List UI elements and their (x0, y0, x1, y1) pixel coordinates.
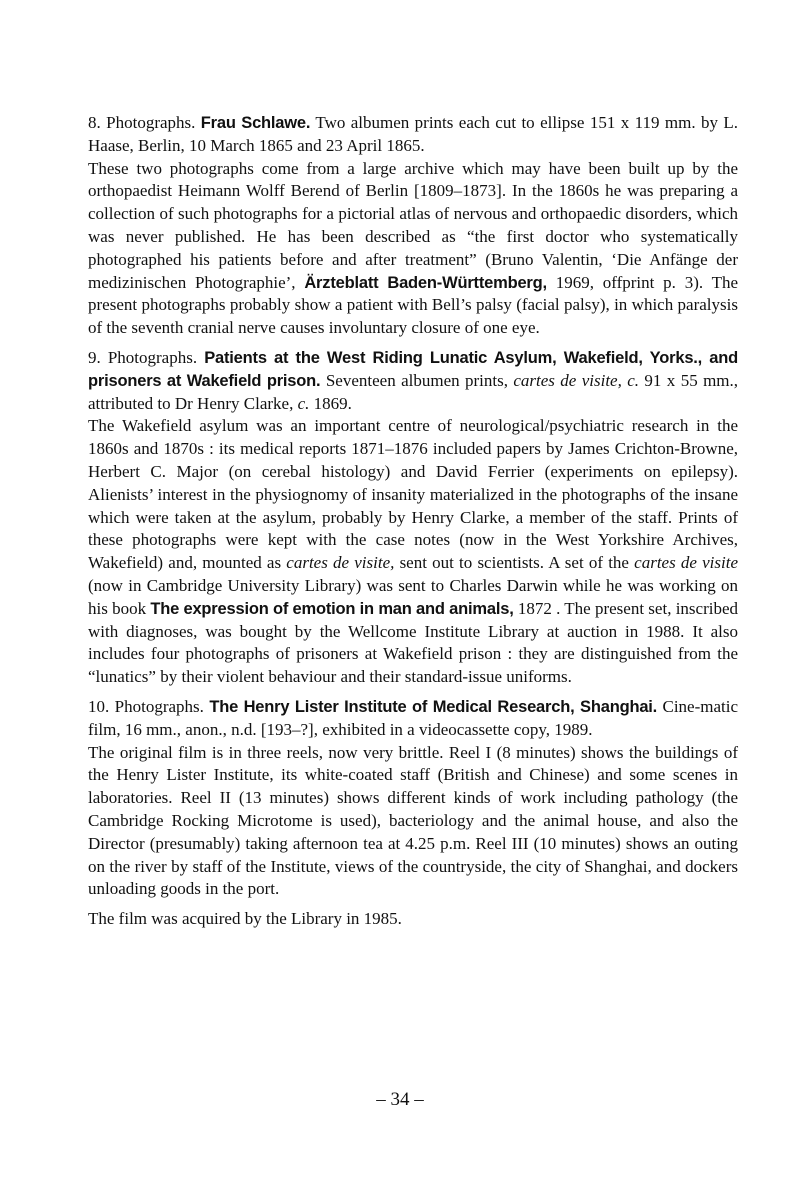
entry-9-details-italic-2: c. (297, 393, 310, 413)
entry-10-details: Cine-matic film, 16 mm., anon., n.d. [193–?], exhibited in a videocassette copy, 1989. (88, 696, 739, 739)
entry-8-description-text-1: These two photographs come from a large archive which may have been built up by the orthopaedist Heimann Wolff Berend of Berlin [1809–1873]. In the 1860s he was preparing a collection of such photographs for a pictorial atlas of nervous and orthopaedic disorders, which was never published. He has been described as “the first doctor who systematically photographed his patients before and after treatment” (Bruno Valentin, ‘Die Anfänge der medizinischen Photographie’, (88, 158, 738, 292)
entry-9-heading (88, 347, 738, 415)
entry-9-details-3: 1869. (313, 393, 352, 413)
entry-10 (88, 696, 738, 901)
catalogue-page (88, 112, 738, 931)
entry-8 (88, 112, 738, 340)
entry-9-description-text-1: The Wakefield asylum was an important centre of neurological/psychiatric research in the 1860s and 1870s : its medical reports 1871–1876 included papers by James Crichton-Browne, Herbert C. Major (on cerebal histology) and David Ferrier (experiments on epilepsy). Alienists’ interest in the physiognomy of insanity materialized in the photographs of the insane which were taken at the asylum, probably by Henry Clarke, a member of the staff. Prints of these photographs were kept with the case notes (now in the West Yorkshire Archives, Wakefield) and, mounted as (88, 416, 738, 573)
entry-8-description (88, 158, 738, 340)
entry-9-description-italic-2: cartes de visite (634, 553, 739, 573)
page-number: – 34 – (376, 1089, 424, 1110)
entry-8-details: Two albumen prints each cut to ellipse 151 x 119 mm. by L. Haase, Berlin, 10 March 1865 and 23 April 1865. (88, 113, 738, 155)
entry-8-number: 8. Photographs. (88, 113, 196, 132)
entry-9-details-2: 91 x 55 mm., attributed to Dr Henry Clarke, (88, 370, 739, 413)
entry-9-number: 9. Photographs. (88, 347, 198, 367)
entry-9 (88, 347, 738, 689)
entry-8-description-text-2: 1969, offprint p. 3). The present photographs probably show a patient with Bell’s palsy (facial palsy), in which paralysis of the seventh cranial nerve causes involuntary closure of one eye. (88, 272, 739, 338)
entry-10-heading (88, 696, 738, 742)
entry-10-description (88, 742, 738, 902)
entry-8-heading (88, 112, 738, 158)
entry-10-number: 10. Photographs. (88, 696, 204, 716)
entry-9-details-italic-1: cartes de visite, c. (513, 370, 640, 390)
entry-10-description-text-1: The original film is in three reels, now very brittle. Reel I (8 minutes) shows the buildings of the Henry Lister Institute, its white-coated staff (British and Chinese) and some scenes in laboratories. Reel II (13 minutes) shows different kinds of work including pathology (the Cambridge Rocking Microtome is used), bacteriology and the animal house, and also the Director (presumably) taking afternoon tea at 4.25 p.m. Reel III (10 minutes) shows an outing on the river by staff of the Institute, views of the countryside, the city of Shanghai, and dockers unloading goods in the port. (88, 742, 738, 899)
entry-9-description-italic-1: cartes de visite, (286, 553, 395, 573)
entry-9-description (88, 415, 738, 689)
entry-9-description-text-2: sent out to scientists. A set of the (399, 553, 629, 573)
entry-8-title: Frau Schlawe. (200, 114, 311, 132)
entry-10-acquisition-note: The film was acquired by the Library in 1985. (88, 909, 402, 929)
entry-9-description-text-3: (now in Cambridge University Library) was sent to Charles Darwin while he was working on his book (88, 575, 738, 618)
entry-9-details-1: Seventeen albumen prints, (325, 370, 508, 390)
entry-9-description-text-4: 1872 . The present set, inscribed with diagnoses, was bought by the Wellcome Institute Library at auction in 1988. It also includes four photographs of prisoners at Wakefield prison : they are distinguished from the “lunatics” by their violent behaviour and their standard-issue uniforms. (88, 598, 739, 687)
entry-10-title: The Henry Lister Institute of Medical Research, Shanghai. (209, 697, 658, 716)
entry-9-title: Patients at the West Riding Lunatic Asylum, Wakefield, Yorks., and prisoners at Wakefield prison. (88, 348, 739, 390)
entry-9-book-title: The expression of emotion in man and animals, (150, 599, 514, 618)
entry-8-journal-title: Ärzteblatt Baden-Württemberg, (304, 273, 547, 292)
